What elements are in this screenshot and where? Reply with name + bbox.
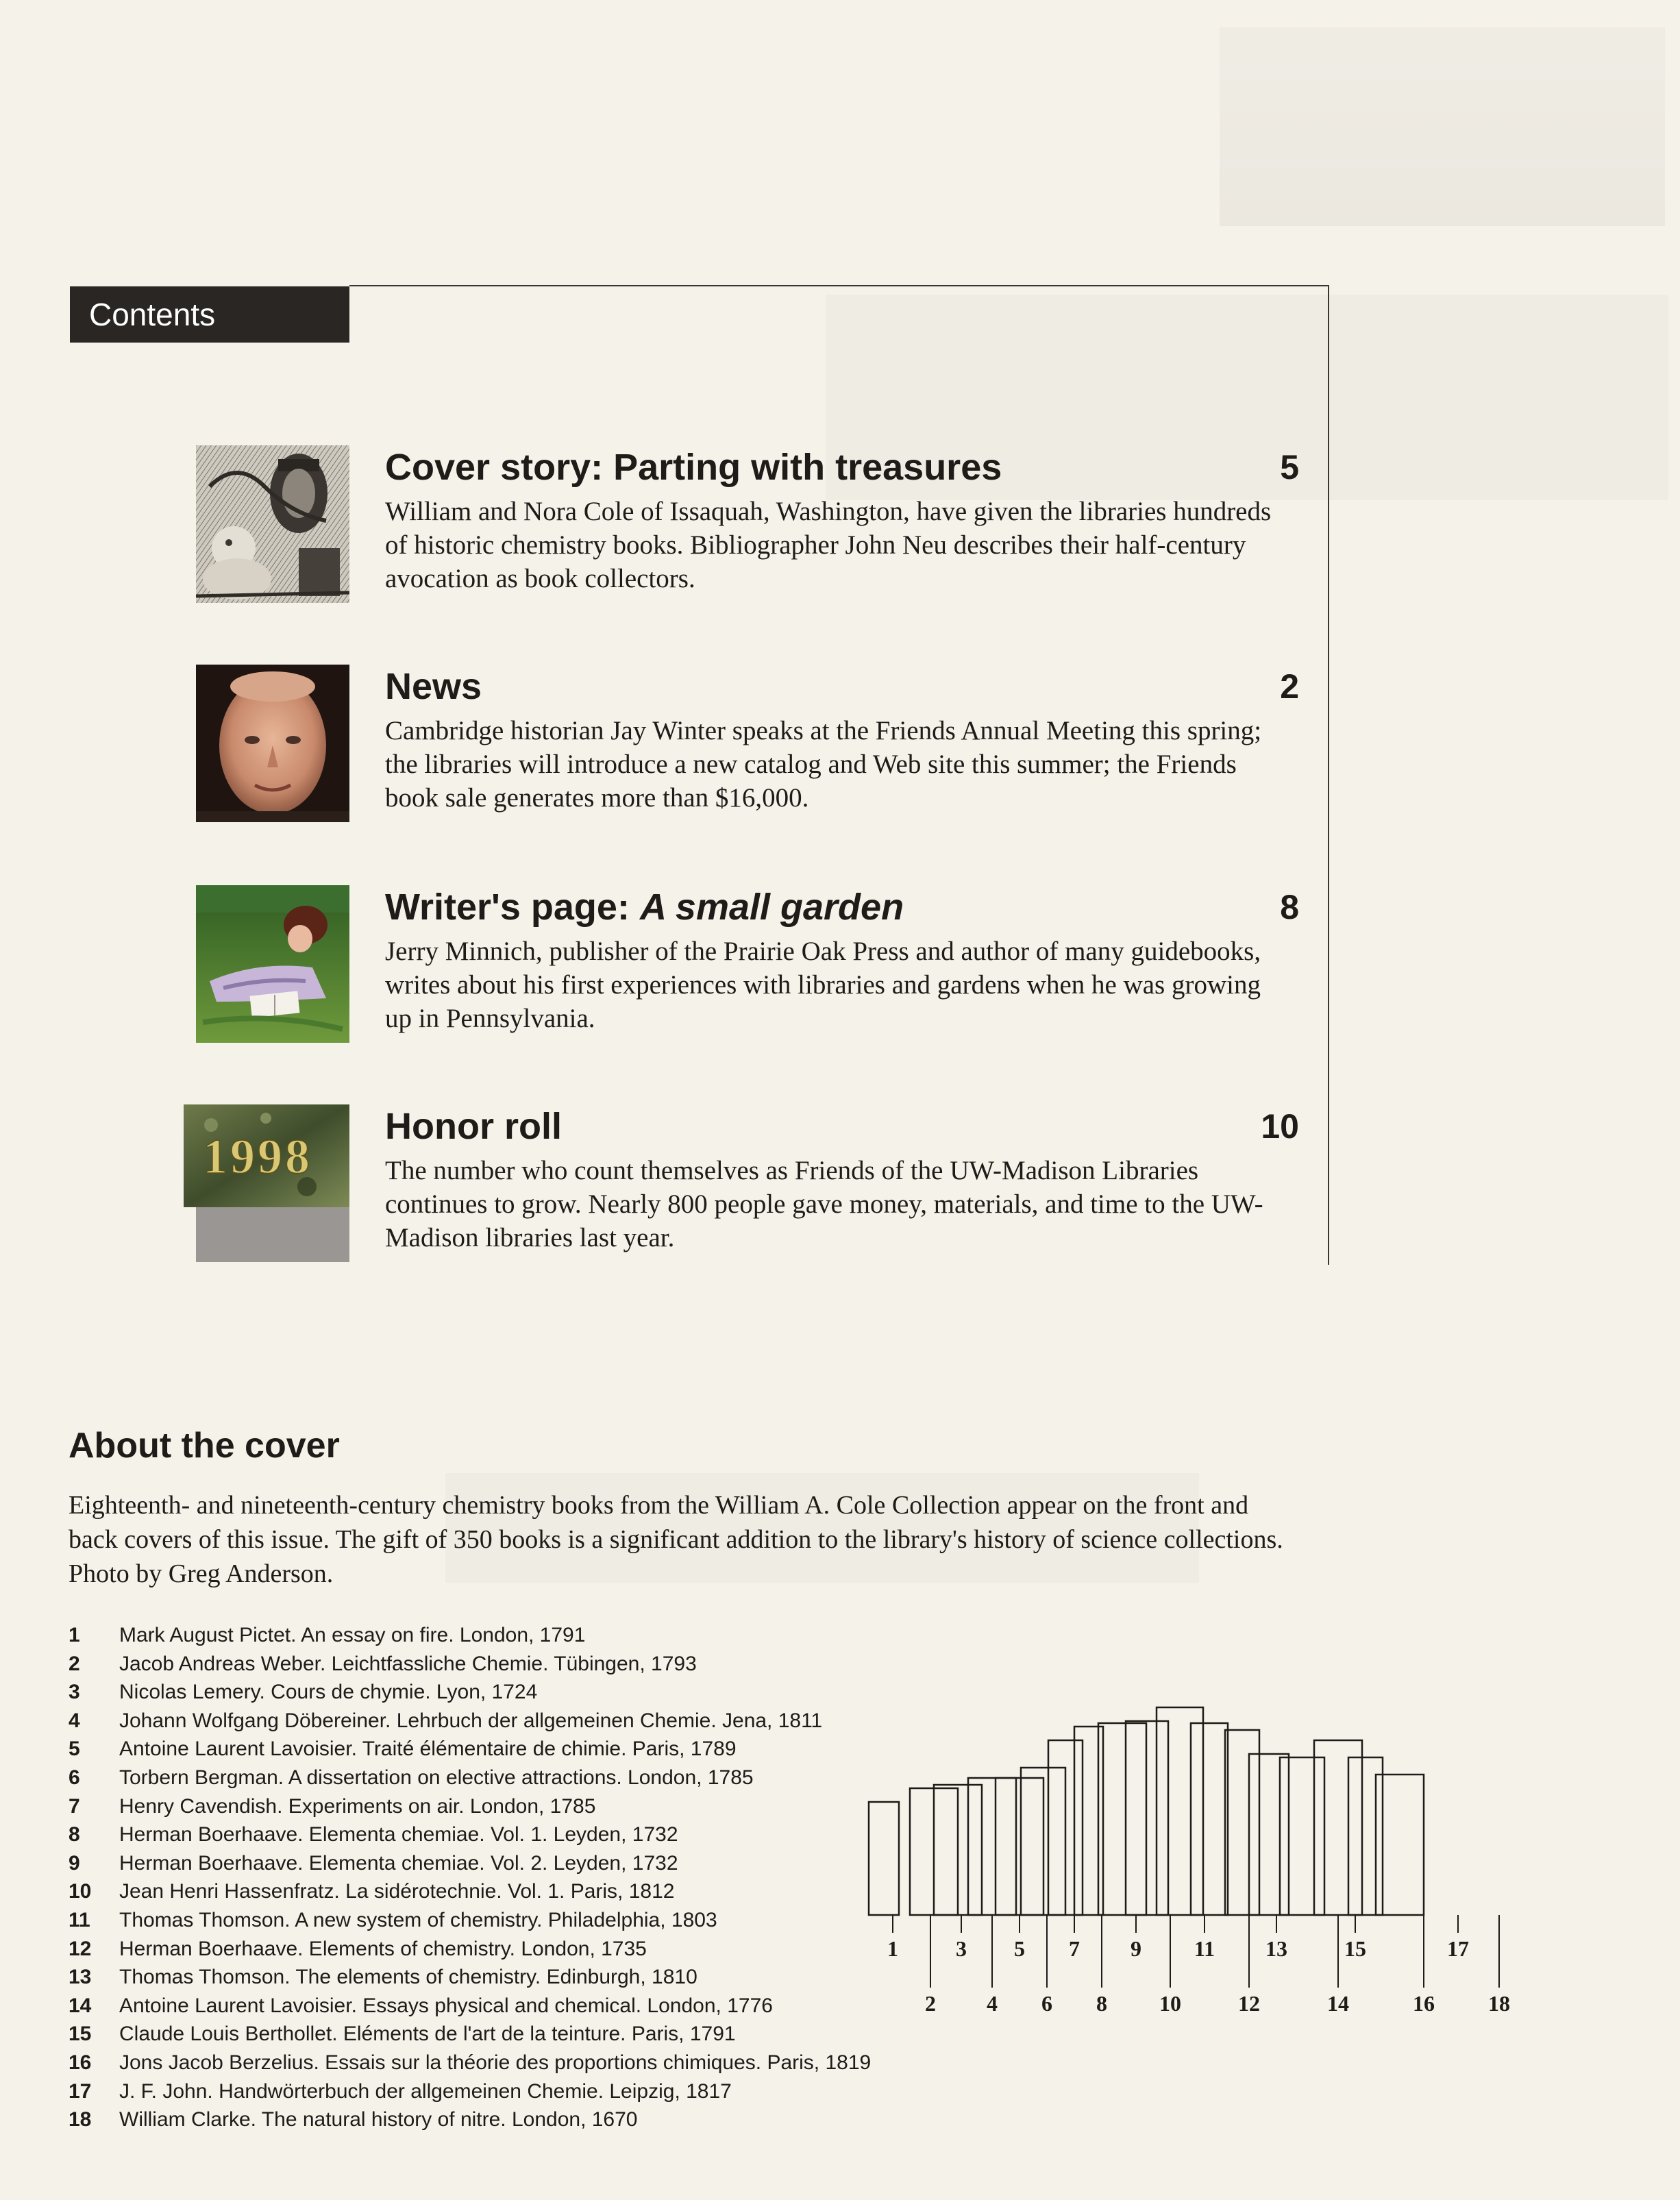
spine-number-label: 14 [1327,1991,1349,2016]
spine-number-label: 4 [987,1991,998,2016]
entry-description: William and Nora Cole of Issaquah, Washington, have given the libraries hundreds of historic chemistry books. Bibliographer John Neu describes their half-century avocation as book collectors. [385,497,1272,593]
contents-entry-writers-page[interactable] [196,885,1299,1043]
spine-number-label: 8 [1096,1991,1107,2016]
book-list-item [69,1935,925,1964]
book-citation: Herman Boerhaave. Elements of chemistry. London, 1735 [119,1937,647,1960]
entry-title: News [385,666,482,707]
book-number: 1 [69,1624,80,1646]
book-citation: Jean Henri Hassenfratz. La sidérotechnie. Vol. 1. Paris, 1812 [119,1880,675,1903]
book-number: 7 [69,1794,80,1818]
book-list-item [69,1963,925,1992]
spine-number-label: 7 [1069,1936,1080,1961]
cover-book-list [69,1621,925,2134]
entry-title: Writer's page: A small garden [385,887,904,928]
spine-number-label: 2 [925,1991,936,2016]
book-citation: Henry Cavendish. Experiments on air. London, 1785 [119,1794,596,1818]
book-number: 8 [69,1823,80,1846]
book-number: 18 [69,2108,92,2131]
show-through-background [1220,27,1665,226]
book-citation: Antoine Laurent Lavoisier. Essays physical and chemical. London, 1776 [119,1994,773,2017]
portrait-photo [196,665,349,822]
book-spine-outline [1225,1730,1259,1915]
spine-number-label: 6 [1041,1991,1052,2016]
entry-title: Honor roll [385,1106,562,1147]
book-number: 2 [69,1652,80,1675]
contents-frame-top-rule [349,285,1329,286]
engraving-illustration [196,445,349,603]
book-number: 17 [69,2079,92,2103]
book-spine-outline [1157,1707,1203,1915]
entry-description: Cambridge historian Jay Winter speaks at the Friends Annual Meeting this spring; the libraries will introduce a new catalog and Web site this summer; the Friends book sale generates more than $16,000. [385,716,1262,813]
book-spine-outline [1348,1757,1383,1915]
book-number: 5 [69,1738,80,1761]
spine-number-label: 5 [1014,1936,1025,1961]
contents-tab: Contents [70,286,349,343]
book-list-item [69,1877,925,1906]
about-cover-description: Eighteenth- and nineteenth-century chemistry books from the William A. Cole Collection appear on the front and back covers of this issue. The gift of 350 books is a significant addition to the library's history of science collections. Photo by Greg Anderson. [69,1491,1283,1588]
book-citation: Claude Louis Berthollet. Eléments de l'art de la teinture. Paris, 1791 [119,2023,736,2046]
about-cover-heading: About the cover [69,1426,340,1466]
book-citation: Jacob Andreas Weber. Leichtfassliche Chemie. Tübingen, 1793 [119,1652,697,1675]
book-list-item [69,1621,925,1650]
book-number: 15 [69,2023,92,2046]
book-citation: Jons Jacob Berzelius. Essais sur la théorie des proportions chimiques. Paris, 1819 [119,2051,872,2074]
spine-number-label: 10 [1159,1991,1181,2016]
book-number: 9 [69,1851,80,1875]
contents-entry-honor-roll[interactable] [196,1104,1299,1262]
spine-number-label: 18 [1488,1991,1510,2016]
book-spine-outline [1249,1754,1289,1915]
book-list-item [69,1820,925,1849]
spine-number-label: 12 [1238,1991,1260,2016]
book-list-item [69,2020,925,2049]
contents-entry-cover-story[interactable] [196,445,1299,603]
book-spine-outline [1098,1723,1146,1915]
book-citation: J. F. John. Handwörterbuch der allgemeinen Chemie. Leipzig, 1817 [119,2079,732,2103]
book-number: 6 [69,1766,80,1789]
book-spine-key-diagram [862,1658,1616,2042]
entry-page-number: 5 [1280,448,1299,486]
book-list-item [69,2077,925,2106]
book-citation: Nicolas Lemery. Cours de chymie. Lyon, 1724 [119,1681,538,1704]
book-number: 10 [69,1880,92,1903]
reading-on-grass-illustration [196,885,349,1043]
book-citation: Torbern Bergman. A dissertation on elective attractions. London, 1785 [119,1766,754,1789]
spine-number-label: 13 [1265,1936,1287,1961]
book-citation: Thomas Thomson. The elements of chemistry. Edinburgh, 1810 [119,1966,697,1989]
book-number: 3 [69,1681,80,1704]
book-list-item [69,1764,925,1792]
book-spine-outline [1280,1757,1324,1915]
book-citation: Thomas Thomson. A new system of chemistry. Philadelphia, 1803 [119,1908,717,1931]
book-number: 14 [69,1994,92,2017]
book-citation: Johann Wolfgang Döbereiner. Lehrbuch der allgemeinen Chemie. Jena, 1811 [119,1709,823,1732]
spine-number-label: 3 [956,1936,967,1961]
book-list-item [69,1992,925,2020]
book-list-item [69,1707,925,1735]
entry-description: Jerry Minnich, publisher of the Prairie Oak Press and author of many guidebooks, writes about his first experiences with libraries and gardens when he was growing up in Pennsylvania. [385,937,1261,1033]
contents-entry-news[interactable] [196,665,1299,822]
book-list-item [69,1650,925,1679]
book-number: 13 [69,1966,92,1989]
year-1998-text: 1998 [203,1129,312,1184]
book-citation: Herman Boerhaave. Elementa chemiae. Vol. 1. Leyden, 1732 [119,1823,678,1846]
book-citation: Mark August Pictet. An essay on fire. London, 1791 [119,1624,586,1646]
entry-title: Cover story: Parting with treasures [385,447,1002,488]
book-number: 16 [69,2051,92,2074]
spine-number-label: 11 [1194,1936,1215,1961]
book-citation: Herman Boerhaave. Elementa chemiae. Vol. 2. Leyden, 1732 [119,1851,678,1875]
book-spine-outline [968,1778,1016,1915]
year-1998-graphic [184,1104,349,1262]
entry-page-number: 2 [1280,667,1299,706]
spine-number-label: 1 [887,1936,898,1961]
spine-number-label: 15 [1344,1936,1366,1961]
book-number: 11 [69,1908,90,1931]
book-citation: William Clarke. The natural history of nitre. London, 1670 [119,2108,638,2131]
entry-page-number: 10 [1261,1107,1299,1146]
book-list-item [69,2049,925,2077]
book-list-item [69,1849,925,1878]
spine-number-label: 17 [1447,1936,1469,1961]
book-number: 12 [69,1937,92,1960]
book-list-item [69,2105,925,2134]
book-spine-outline [869,1802,899,1915]
book-list-item [69,1735,925,1764]
book-list-item [69,1906,925,1935]
book-spine-outline [996,1778,1043,1915]
book-list-item [69,1792,925,1821]
book-number: 4 [69,1709,80,1732]
book-spine-outline [1191,1723,1228,1915]
spine-number-label: 16 [1413,1991,1435,2016]
book-citation: Antoine Laurent Lavoisier. Traité élémentaire de chimie. Paris, 1789 [119,1738,737,1761]
contents-frame-right-rule [1328,285,1329,1265]
book-list-item [69,1678,925,1707]
entry-page-number: 8 [1280,888,1299,926]
book-spine-outline [1314,1740,1362,1915]
spine-number-label: 9 [1131,1936,1141,1961]
entry-description: The number who count themselves as Friends of the UW-Madison Libraries continues to grow. Nearly 800 people gave money, materials, and time to the UW-Madison libraries last year. [385,1156,1263,1252]
